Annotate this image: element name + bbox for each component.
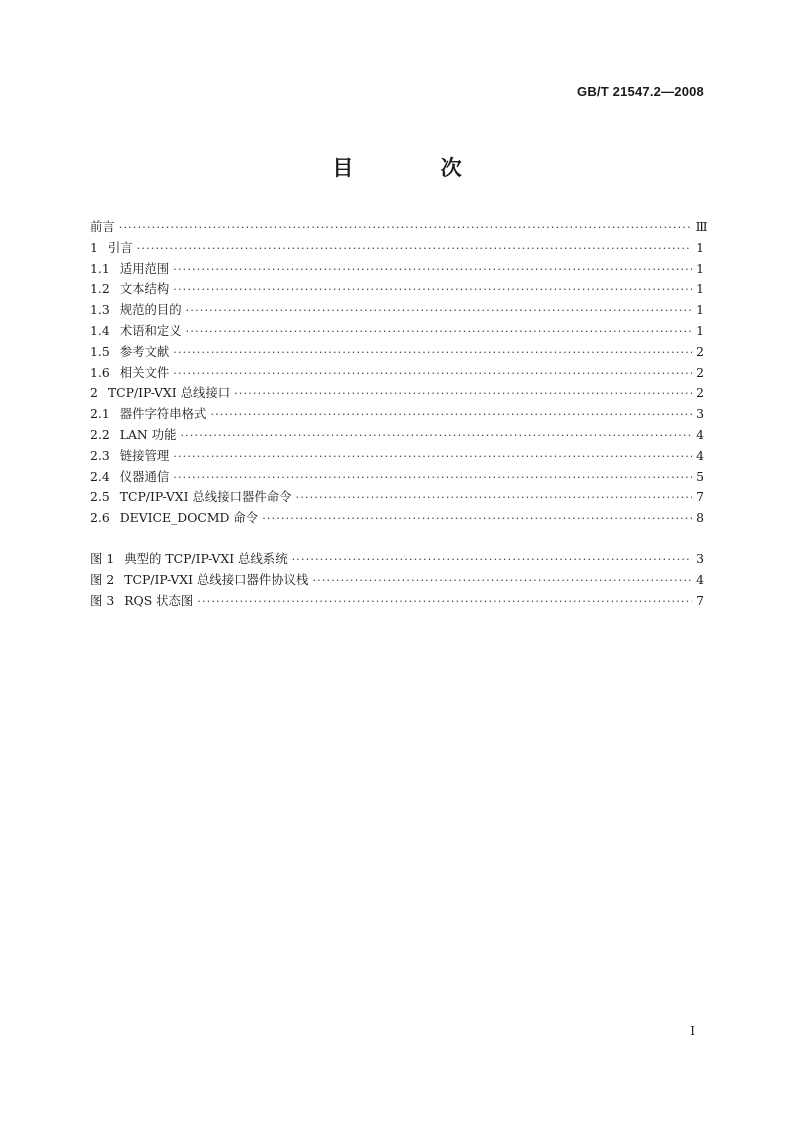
toc-figures: [90, 549, 704, 611]
toc-entry-page: Ⅲ: [695, 219, 708, 234]
toc-gap: [90, 529, 704, 549]
toc-entry-label: TCP/IP-VXI 总线接口器件命令: [119, 489, 292, 505]
toc-entry[interactable]: [90, 279, 704, 300]
toc-entry-page: 3: [696, 406, 704, 422]
dot-leader: [119, 218, 692, 239]
toc-entry[interactable]: [90, 217, 708, 238]
toc-entry-label: DEVICE_DOCMD 命令: [119, 510, 259, 526]
toc-entry-label: TCP/IP-VXI 总线接口: [107, 385, 231, 401]
toc-entry[interactable]: [90, 425, 704, 446]
toc-entry[interactable]: [90, 259, 704, 280]
toc-entry-label: RQS 状态图: [124, 592, 194, 608]
toc-entry-label: 引言: [107, 239, 133, 255]
toc-entry-page: 1: [696, 302, 704, 318]
toc-entry-number: 1.3: [90, 302, 110, 318]
toc-entry-page: 2: [696, 343, 704, 359]
dot-leader: [173, 260, 692, 281]
toc-entry[interactable]: [90, 404, 704, 425]
dot-leader: [173, 343, 692, 364]
toc-entry-page: 1: [696, 281, 704, 297]
toc-entry-page: 7: [696, 489, 704, 505]
toc-entry-label: 适用范围: [119, 260, 170, 276]
toc-entry-label: 规范的目的: [119, 302, 182, 318]
toc-entry-page: 4: [696, 571, 704, 587]
toc-entry-label: 前言: [90, 219, 115, 234]
dot-leader: [173, 447, 692, 468]
dot-leader: [234, 384, 692, 405]
toc-entry-number: 2.2: [90, 426, 110, 442]
toc-entry-label: 器件字符串格式: [119, 406, 207, 422]
toc-entry-number: 1.4: [90, 322, 110, 338]
toc-entry-number: 2.1: [90, 406, 110, 422]
toc-entry-page: 1: [696, 260, 704, 276]
toc-entry-number: 图 2: [90, 571, 115, 587]
toc-entry[interactable]: [90, 446, 704, 467]
toc-entry[interactable]: [90, 508, 704, 529]
toc-entry-number: 2.5: [90, 489, 110, 505]
toc-entry-page: 5: [696, 468, 704, 484]
toc-entry-label: 文本结构: [119, 281, 170, 297]
toc-entry[interactable]: [90, 342, 704, 363]
toc-entry-label: 典型的 TCP/IP-VXI 总线系统: [124, 550, 288, 566]
toc-entry[interactable]: [90, 321, 704, 342]
toc-entry-number: 1.1: [90, 260, 110, 276]
toc-entry[interactable]: [90, 487, 704, 508]
toc-entry-page: 8: [696, 510, 704, 526]
toc-figure-entry[interactable]: [90, 570, 704, 591]
dot-leader: [197, 592, 692, 613]
toc-entry[interactable]: [90, 467, 704, 488]
toc-entry-page: 2: [696, 364, 704, 380]
dot-leader: [210, 405, 692, 426]
dot-leader: [173, 468, 692, 489]
toc-entry-number: 2.3: [90, 447, 110, 463]
dot-leader: [186, 322, 692, 343]
toc-entry-number: 1: [90, 239, 98, 255]
toc-entry-number: 2.6: [90, 510, 110, 526]
toc-figure-entry[interactable]: [90, 591, 704, 612]
dot-leader: [173, 364, 692, 385]
toc-entry-number: 2: [90, 385, 98, 401]
dot-leader: [292, 550, 692, 571]
toc-entry-label: 仪器通信: [119, 468, 170, 484]
toc-entry-page: 7: [696, 592, 704, 608]
toc-entry-number: 2.4: [90, 468, 110, 484]
toc-entry-page: 3: [696, 550, 704, 566]
dot-leader: [186, 301, 692, 322]
toc-entry-label: TCP/IP-VXI 总线接口器件协议栈: [124, 571, 309, 587]
toc-entry[interactable]: [90, 383, 704, 404]
toc-title: 目 次: [332, 155, 502, 180]
dot-leader: [173, 280, 692, 301]
toc-entry-label: 链接管理: [119, 447, 170, 463]
toc-entry-label: LAN 功能: [119, 426, 177, 442]
toc-entry-label: 参考文献: [119, 343, 170, 359]
toc-entry-page: 1: [696, 239, 704, 255]
toc-figure-entry[interactable]: [90, 549, 704, 570]
table-of-contents: [90, 217, 708, 611]
toc-entry[interactable]: [90, 238, 704, 259]
toc-sections: [90, 217, 708, 529]
toc-entry-page: 2: [696, 385, 704, 401]
standard-id-header: GB/T 21547.2—2008: [577, 84, 704, 99]
dot-leader: [137, 239, 692, 260]
toc-entry[interactable]: [90, 363, 704, 384]
dot-leader: [180, 426, 692, 447]
dot-leader: [262, 509, 692, 530]
toc-entry-label: 相关文件: [119, 364, 170, 380]
dot-leader: [296, 488, 692, 509]
toc-entry-number: 图 3: [90, 592, 115, 608]
toc-entry-page: 4: [696, 426, 704, 442]
dot-leader: [312, 571, 692, 592]
toc-entry-number: 1.2: [90, 281, 110, 297]
toc-entry-number: 1.5: [90, 343, 110, 359]
page-number-footer: I: [690, 1024, 695, 1038]
toc-entry-number: 图 1: [90, 550, 115, 566]
toc-entry-number: 1.6: [90, 364, 110, 380]
toc-entry-page: 4: [696, 447, 704, 463]
toc-entry[interactable]: [90, 300, 704, 321]
toc-entry-label: 术语和定义: [119, 322, 182, 338]
toc-entry-page: 1: [696, 322, 704, 338]
